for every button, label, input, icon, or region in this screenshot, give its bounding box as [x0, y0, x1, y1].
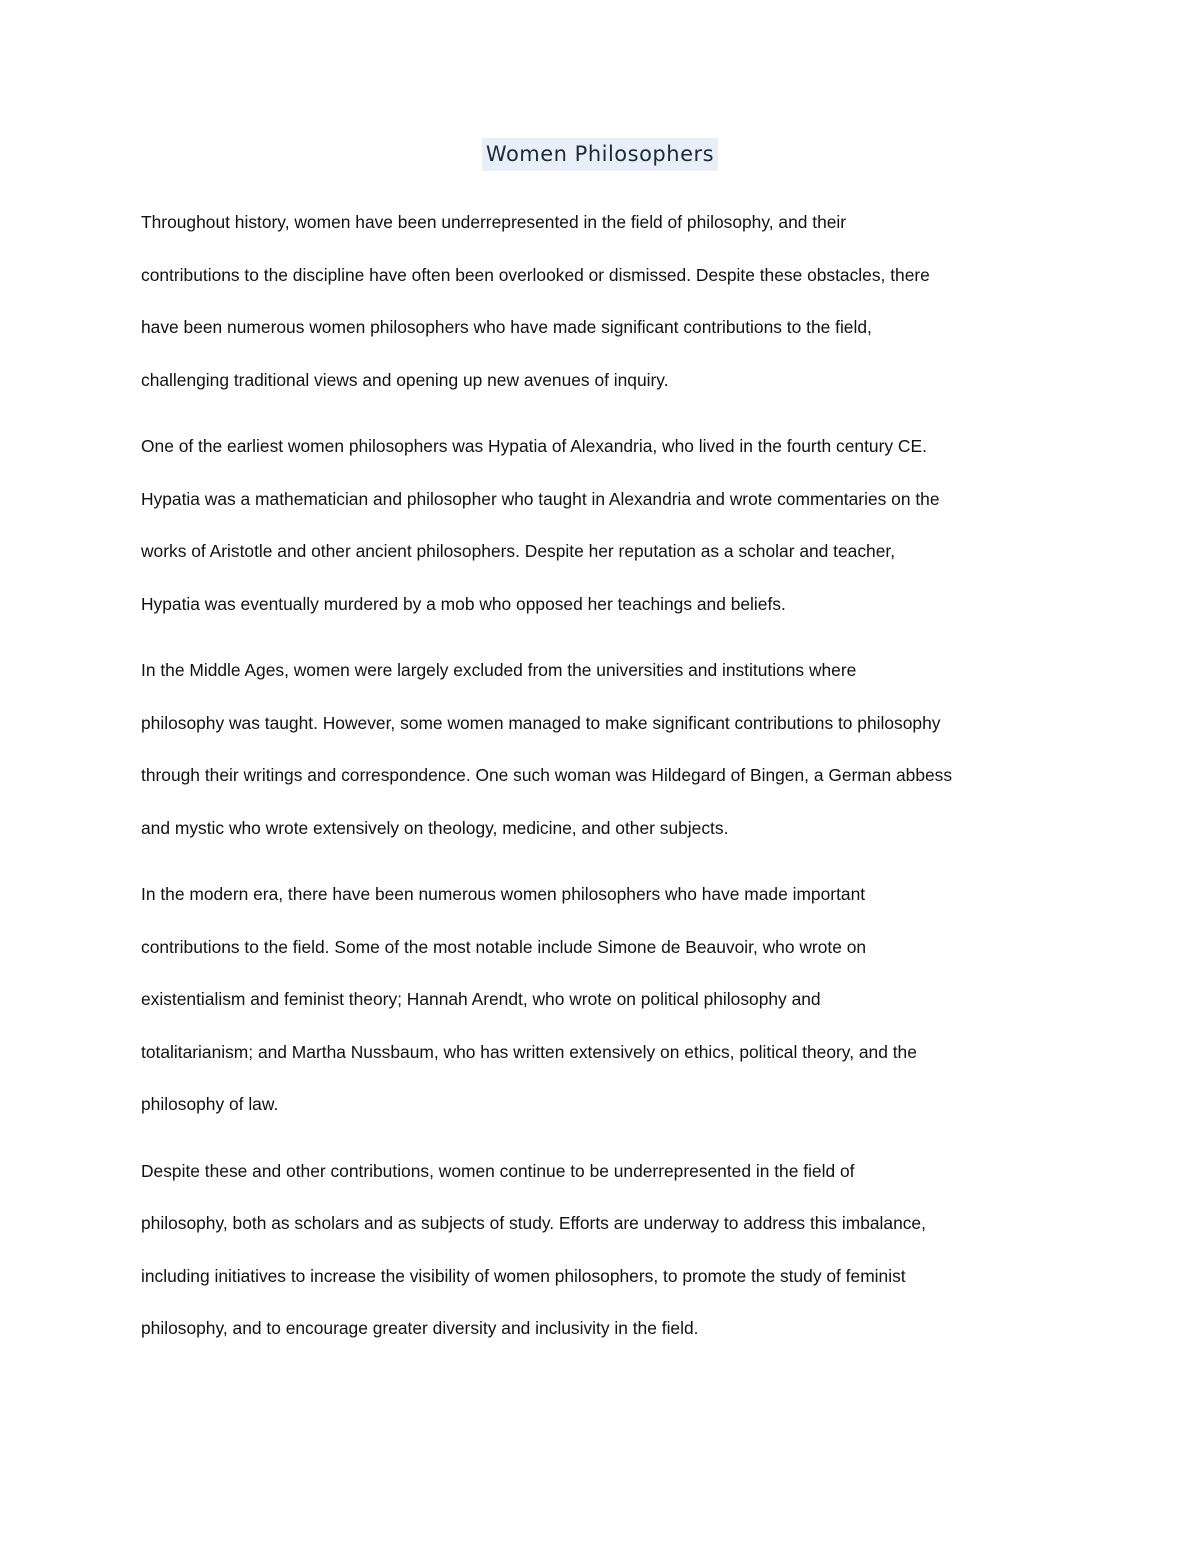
paragraph: [141, 653, 1076, 863]
text-line: contributions to the field. Some of the most notable include Simone de Beauvoir, who wrote on: [141, 936, 867, 957]
document-title: Women Philosophers: [482, 138, 718, 171]
text-line: and mystic who wrote extensively on theology, medicine, and other subjects.: [141, 817, 729, 838]
text-line: philosophy of law.: [141, 1094, 279, 1114]
text-line: In the modern era, there have been numerous women philosophers who have made important: [141, 884, 866, 904]
text-line: have been numerous women philosophers who have made significant contributions to the field,: [141, 317, 872, 337]
text-line: challenging traditional views and opening up new avenues of inquiry.: [141, 369, 669, 390]
text-line: through their writings and correspondence. One such woman was Hildegard of Bingen, a German abbess: [141, 765, 953, 785]
text-line: works of Aristotle and other ancient philosophers. Despite her reputation as a scholar and teacher,: [141, 541, 896, 561]
paragraph: [141, 877, 1076, 1140]
text-line: existentialism and feminist theory; Hannah Arendt, who wrote on political philosophy and: [141, 989, 821, 1009]
text-line: contributions to the discipline have often been overlooked or dismissed. Despite these obstacles, there: [141, 264, 930, 285]
paragraph: [141, 1154, 1076, 1364]
text-line: philosophy, both as scholars and as subjects of study. Efforts are underway to address this imbalance,: [141, 1213, 926, 1233]
text-line: totalitarianism; and Martha Nussbaum, who has written extensively on ethics, political theory, and the: [141, 1041, 917, 1062]
text-line: Hypatia was eventually murdered by a mob who opposed her teachings and beliefs.: [141, 593, 786, 614]
text-line: One of the earliest women philosophers was Hypatia of Alexandria, who lived in the fourth century CE.: [141, 436, 927, 456]
text-line: Hypatia was a mathematician and philosopher who taught in Alexandria and wrote commentaries on the: [141, 488, 940, 509]
text-line: philosophy, and to encourage greater diversity and inclusivity in the field.: [141, 1318, 699, 1338]
text-line: philosophy was taught. However, some women managed to make significant contributions to philosophy: [141, 712, 941, 733]
text-line: Despite these and other contributions, women continue to be underrepresented in the field of: [141, 1160, 855, 1181]
document-body: [141, 205, 1076, 1378]
title-container: [0, 138, 1200, 171]
text-line: In the Middle Ages, women were largely excluded from the universities and institutions where: [141, 660, 857, 680]
paragraph: [141, 429, 1076, 639]
paragraph: [141, 205, 1076, 415]
text-line: including initiatives to increase the visibility of women philosophers, to promote the study of feminist: [141, 1265, 906, 1286]
text-line: Throughout history, women have been underrepresented in the field of philosophy, and their: [141, 212, 847, 232]
